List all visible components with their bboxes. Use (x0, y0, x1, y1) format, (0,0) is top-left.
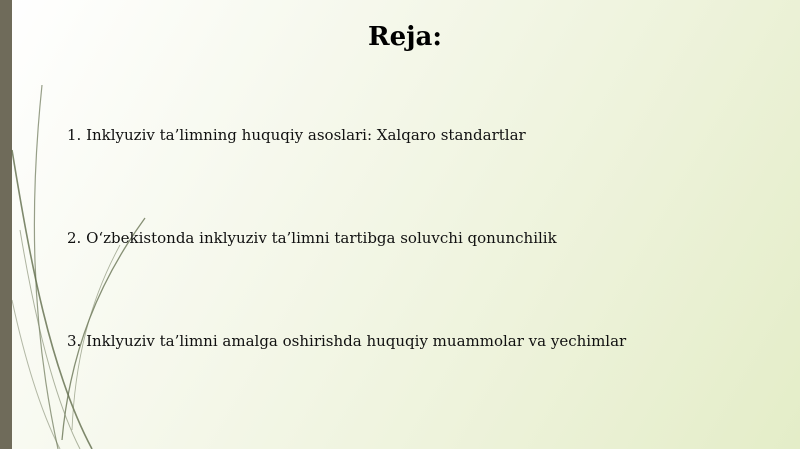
slide-title: Reja: (367, 22, 442, 52)
list-item: 1. Inklyuziv ta’limning huquqiy asoslari: Xalqaro standartlar (67, 126, 526, 144)
list-item: 3. Inklyuziv ta’limni amalga oshirishda huquqiy muammolar va yechimlar (67, 332, 627, 350)
list-item: 2. O‘zbekistonda inklyuziv ta’limni tartibga soluvchi qonunchilik (67, 229, 557, 247)
curved-line-decoration-icon (0, 0, 160, 449)
